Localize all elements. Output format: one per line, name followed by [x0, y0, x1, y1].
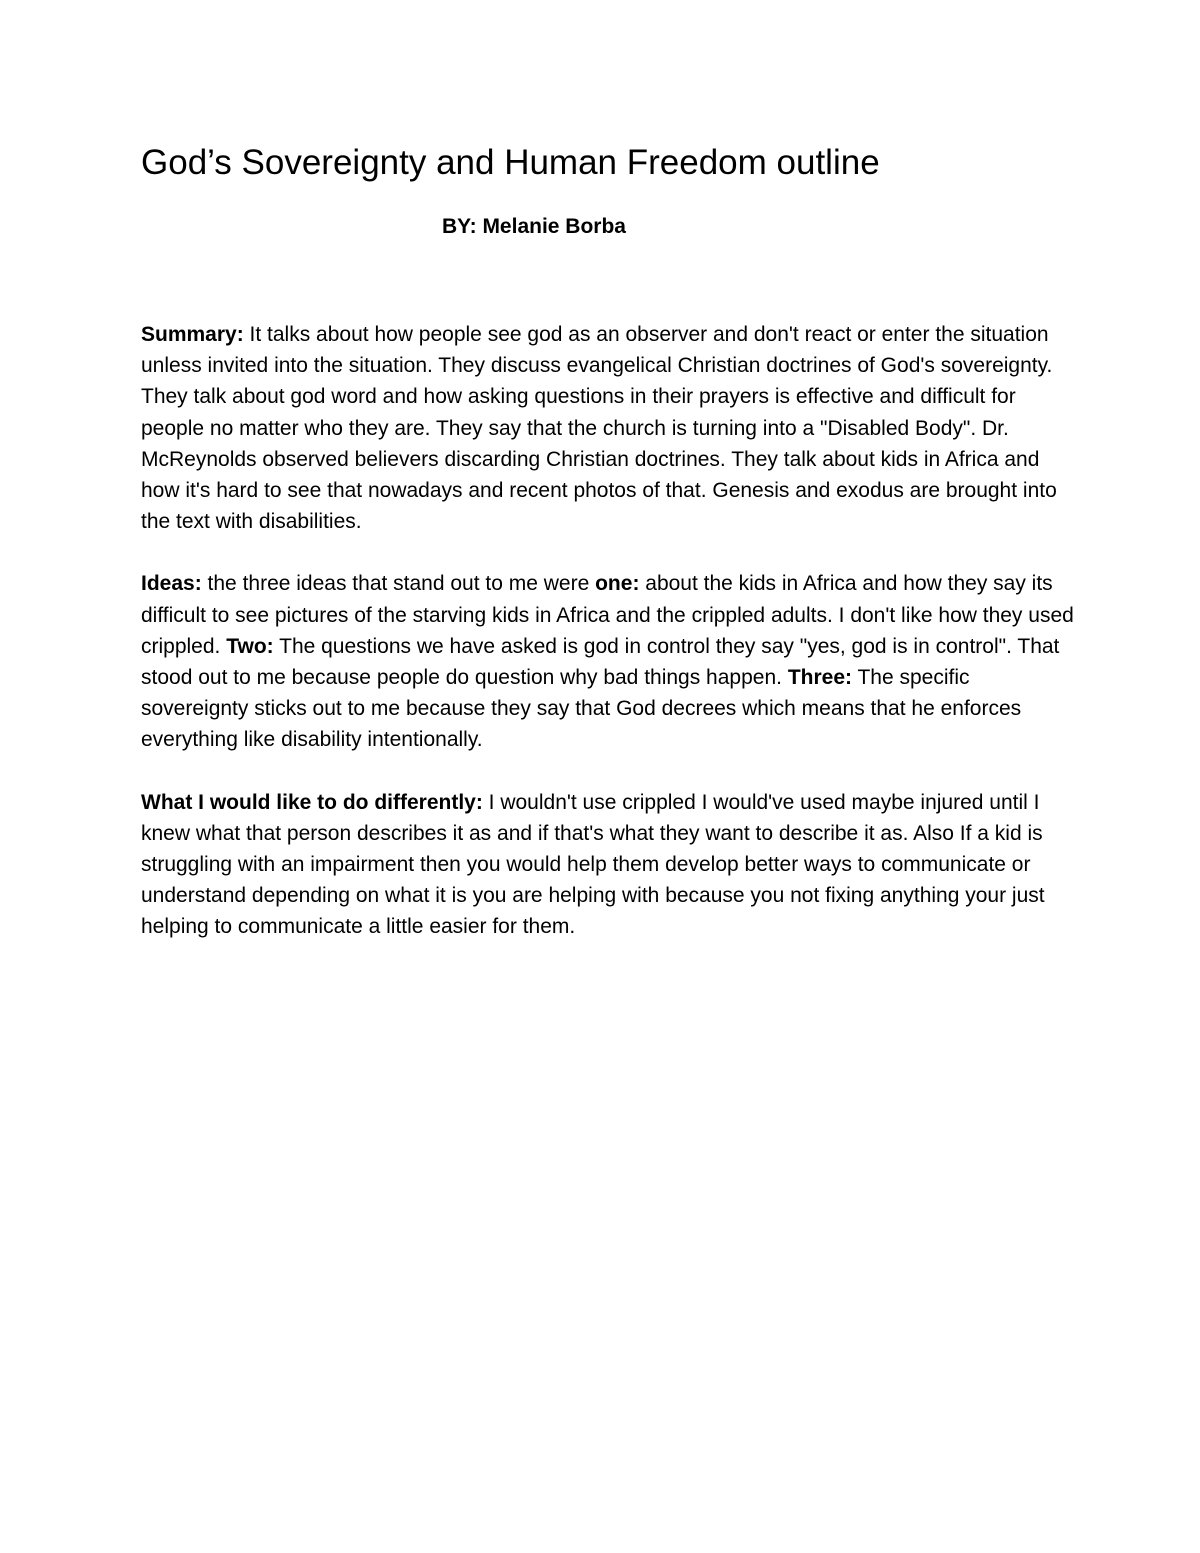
idea-one-label: one:: [595, 572, 640, 596]
document-title: God’s Sovereignty and Human Freedom outline: [141, 143, 880, 182]
author-byline: BY: Melanie Borba: [442, 215, 626, 238]
idea-two-text: The questions we have asked is god in control they say "yes, god is in control". That stood out to me because people do question why bad things happen.: [141, 634, 1060, 690]
idea-one-text: about the kids in Africa and how they say its difficult to see pictures of the starving kids in Africa and the crippled adults. I don't like how they used crippled.: [141, 572, 1074, 658]
document-body: [141, 140, 1076, 943]
ideas-label: Ideas:: [141, 572, 202, 596]
summary-text: It talks about how people see god as an observer and don't react or enter the situation unless invited into the situation. They discuss evangelical Christian doctrines of God's sovereignty. They talk about god word and how asking questions in their prayers is effective and difficult for people no matter who they are. They say that the church is turning into a "Disabled Body". Dr. McReynolds observed believers discarding Christian doctrines. They talk about kids in Africa and how it's hard to see that nowadays and recent photos of that. Genesis and exodus are brought into the text with disabilities.: [141, 323, 1057, 534]
idea-two-label: Two:: [226, 634, 274, 658]
differently-label: What I would like to do differently:: [141, 790, 483, 814]
idea-three-label: Three:: [787, 666, 852, 690]
differently-text: I wouldn't use crippled I would've used maybe injured until I knew what that person describes it as and if that's what they want to describe it as. Also If a kid is struggling with an impairment then you would help them develop better ways to communicate or understand depending on what it is you are helping with because you not fixing anything your just helping to communicate a little easier for them.: [141, 790, 1045, 939]
summary-paragraph: [141, 319, 1076, 537]
differently-paragraph: [141, 787, 1076, 943]
summary-label: Summary:: [141, 323, 244, 346]
ideas-paragraph: [141, 568, 1076, 755]
ideas-intro: the three ideas that stand out to me were: [201, 572, 596, 596]
idea-three-text: The specific sovereignty sticks out to me because they say that God decrees which means that he enforces everything like disability intentionally.: [141, 666, 1022, 752]
